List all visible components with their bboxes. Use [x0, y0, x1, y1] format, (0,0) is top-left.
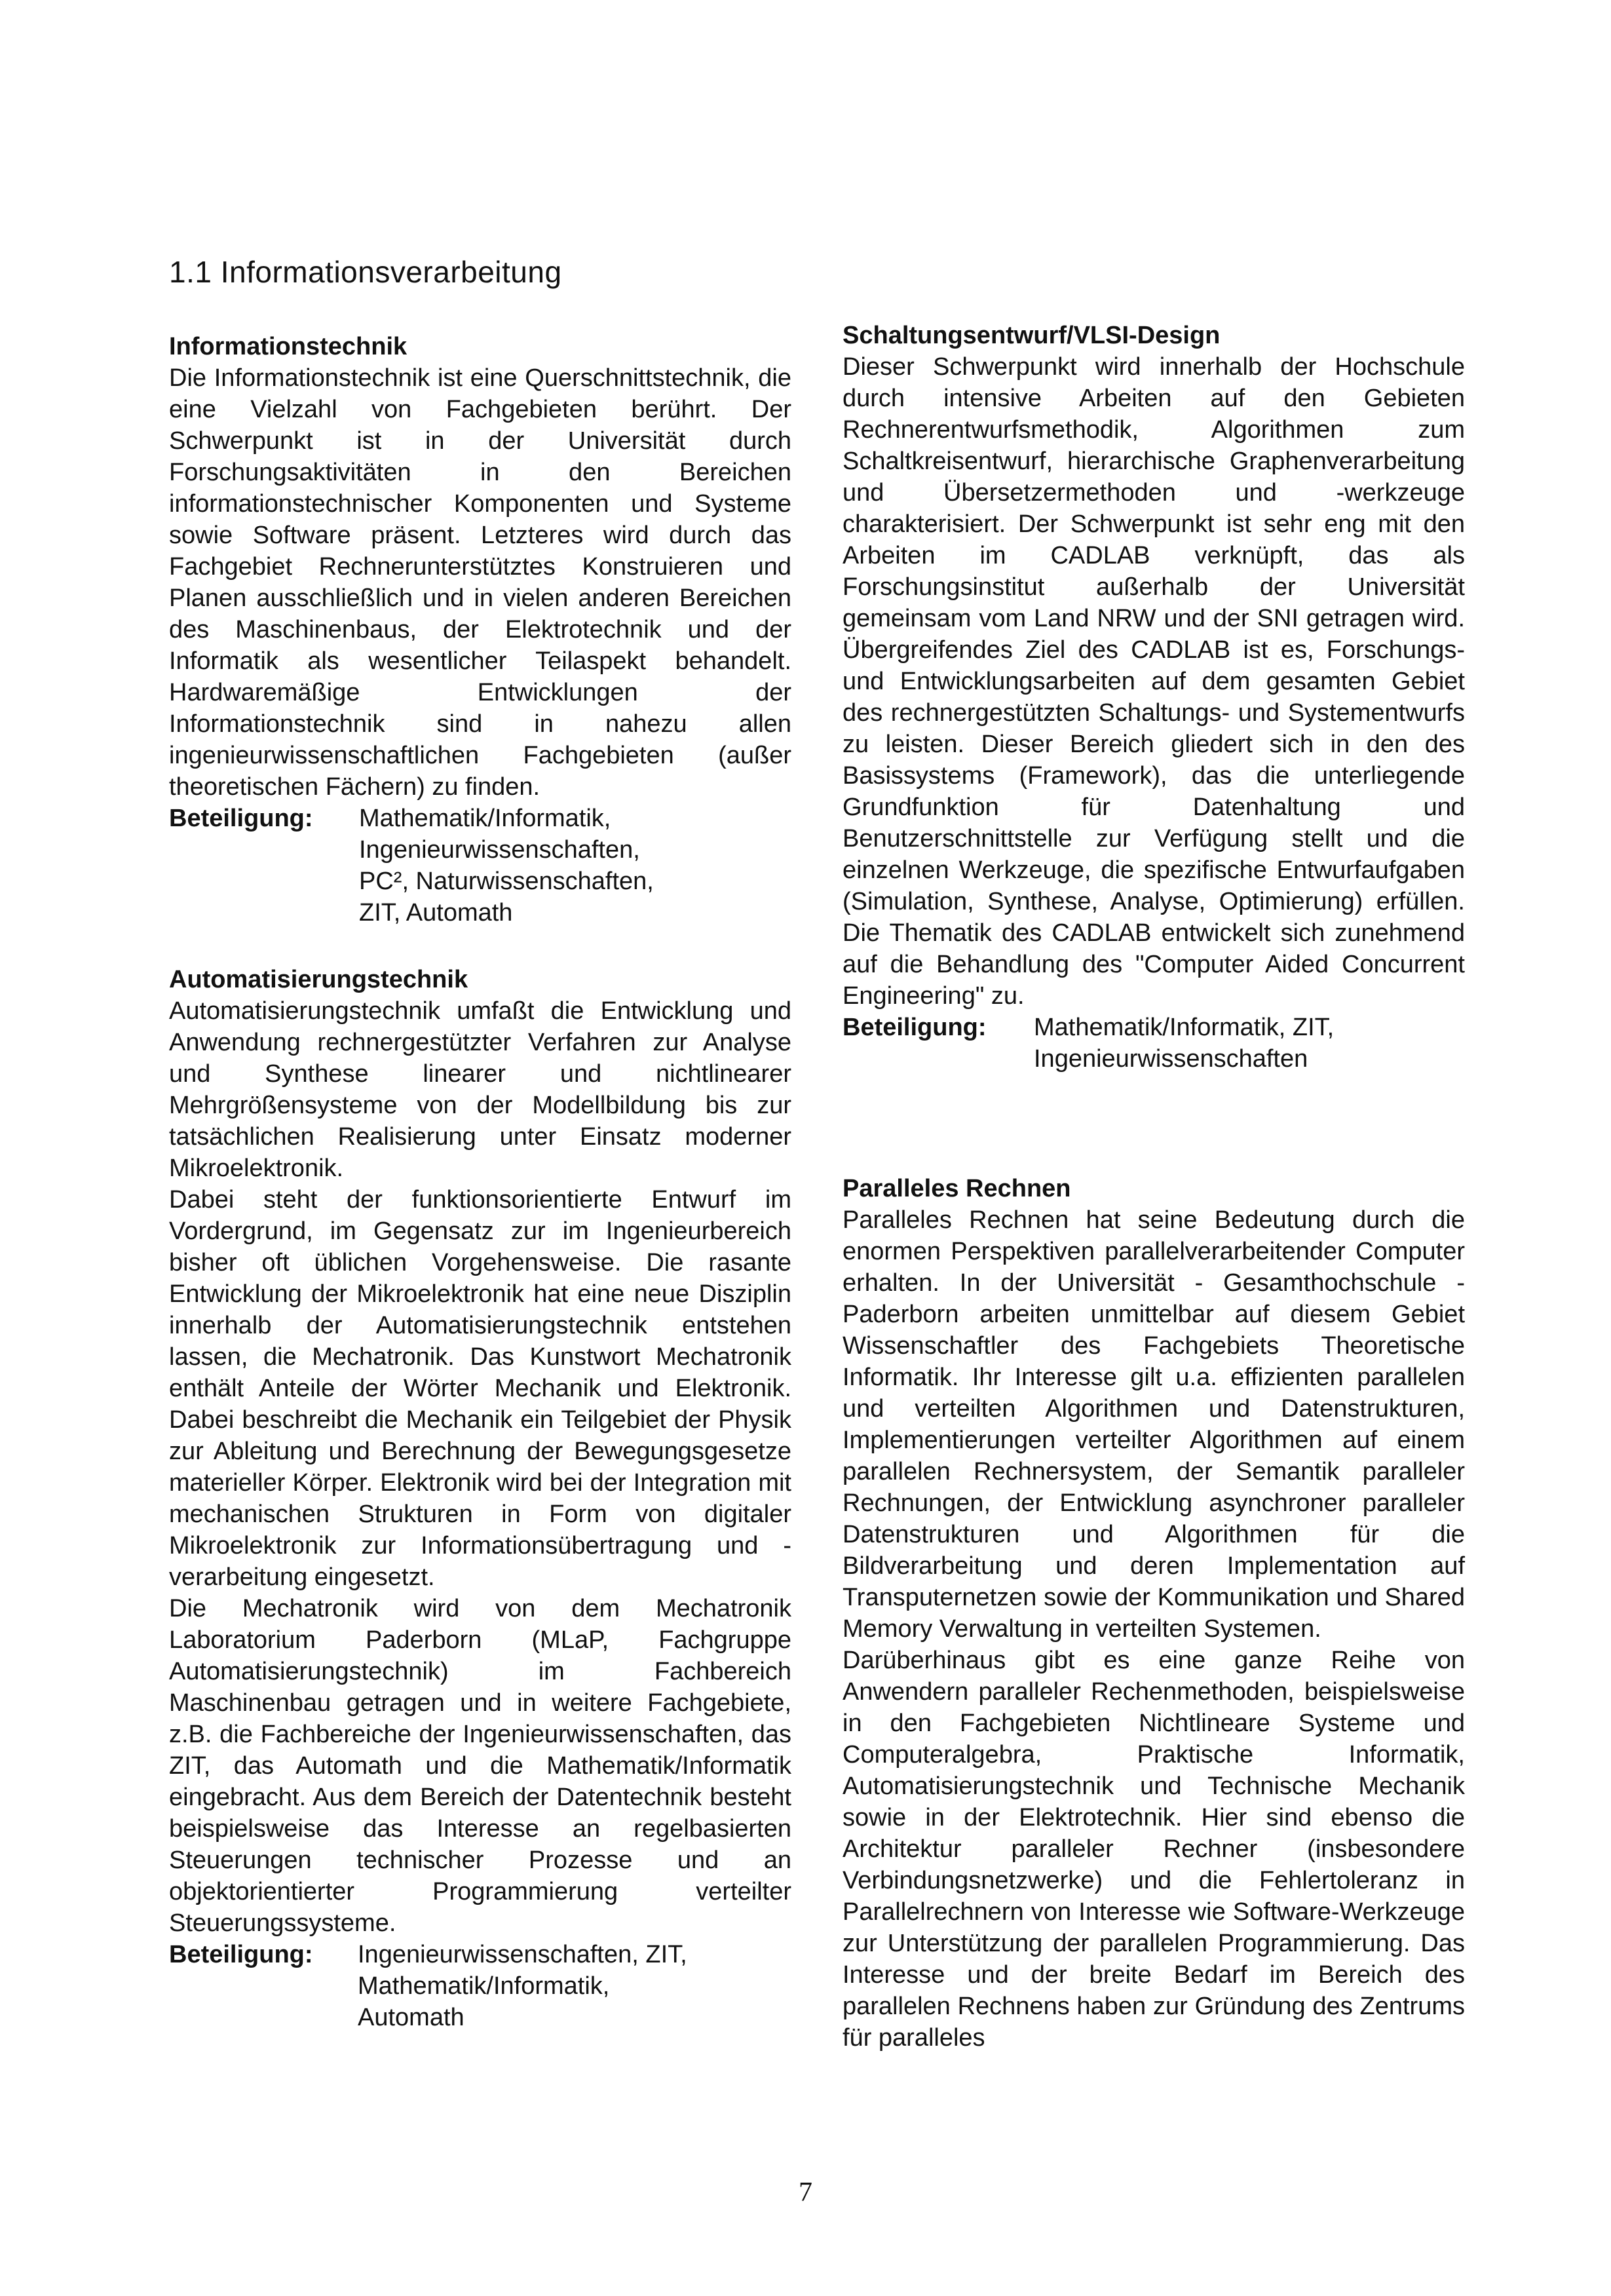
- page-number: 7: [799, 2177, 812, 2208]
- beteiligung-item: Automath: [358, 2004, 464, 2031]
- beteiligung-label: Beteiligung:: [169, 805, 313, 832]
- beteiligung-schaltungsentwurf: [843, 1012, 1465, 1075]
- beteiligung-item: PC², Naturwissenschaften,: [359, 868, 654, 895]
- beteiligung-list: [358, 1939, 687, 2033]
- beteiligung-item: Ingenieurwissenschaften,: [359, 836, 640, 864]
- beteiligung-automatisierungstechnik: [169, 1939, 791, 2033]
- left-column: [169, 331, 791, 2033]
- paragraph: Dabei steht der funktionsorientierte Entwurf im Vordergrund, im Gegensatz zur im Ingenieurbereich bisher oft üblichen Vorgehensweise. Die rasante Entwicklung der Mikroelektronik hat eine neue Disziplin innerhalb der Automatisierungstechnik entstehen lassen, die Mechatronik. Das Kunstwort Mechatronik enthält Anteile der Wörter Mechanik und Elektronik. Dabei beschreibt die Mechanik ein Teilgebiet der Physik zur Ableitung und Berechnung der Bewegungsgesetze materieller Körper. Elektronik wird bei der Integration mit mechanischen Strukturen in Form von digitaler Mikroelektronik zur Informationsübertragung und -verarbeitung eingesetzt.: [169, 1186, 791, 1591]
- beteiligung-item: ZIT, Automath: [359, 899, 513, 927]
- paragraph: Die Informationstechnik ist eine Querschnittstechnik, die eine Vielzahl von Fachgebieten berührt. Der Schwerpunkt ist in der Universität durch Forschungsaktivitäten in den Bereichen informationstechnischer Komponenten und Systeme sowie Software präsent. Letzteres wird durch das Fachgebiet Rechnerunterstütztes Konstruieren und Planen ausschließlich und in vielen anderen Bereichen des Maschinenbaus, der Elektrotechnik und der Informatik als wesentlicher Teilaspekt behandelt. Hardwaremäßige Entwicklungen der Informationstechnik sind in nahezu allen ingenieurwissenschaftlichen Fachgebieten (außer theoretischen Fächern) zu finden.: [169, 364, 791, 801]
- beteiligung-label: Beteiligung:: [843, 1014, 987, 1041]
- heading-informationstechnik: Informationstechnik: [169, 333, 407, 360]
- paragraph: Automatisierungstechnik umfaßt die Entwicklung und Anwendung rechnergestützter Verfahren zur Analyse und Synthese linearer und nichtlinearer Mehrgrößensysteme von der Modellbildung bis zur tatsächlichen Realisierung unter Einsatz moderner Mikroelektronik.: [169, 997, 791, 1182]
- paragraph: Paralleles Rechnen hat seine Bedeutung durch die enormen Perspektiven parallelverarbeitender Computer erhalten. In der Universität - Gesamthochschule - Paderborn arbeiten unmittelbar auf diesem Gebiet Wissenschaftler des Fachgebiets Theoretische Informatik. Ihr Interesse gilt u.a. effizienten parallelen und verteilten Algorithmen und Datenstrukturen, Implementierungen verteilter Algorithmen auf einem parallelen Rechnersystem, der Semantik paralleler Rechnungen, der Entwicklung asynchroner paralleler Datenstrukturen und Algorithmen für die Bildverarbeitung und deren Implementation auf Transputernetzen sowie der Kommunikation und Shared Memory Verwaltung in verteilten Systemen.: [843, 1206, 1465, 1643]
- section-automatisierungstechnik: [169, 964, 791, 2033]
- right-column: [843, 320, 1465, 2054]
- beteiligung-item: Mathematik/Informatik,: [359, 805, 611, 832]
- beteiligung-label: Beteiligung:: [169, 1941, 313, 1968]
- heading-automatisierungstechnik: Automatisierungstechnik: [169, 966, 468, 993]
- beteiligung-informationstechnik: [169, 803, 791, 928]
- heading-paralleles-rechnen: Paralleles Rechnen: [843, 1175, 1071, 1202]
- beteiligung-item: Mathematik/Informatik, ZIT,: [1034, 1014, 1335, 1041]
- section-informationstechnik: [169, 331, 791, 928]
- beteiligung-list: [1034, 1012, 1334, 1075]
- paragraph: Dieser Schwerpunkt wird innerhalb der Hochschule durch intensive Arbeiten auf den Gebieten Rechnerentwurfsmethodik, Algorithmen zum Schaltkreisentwurf, hierarchische Graphenverarbeitung und Übersetzermethoden und -werkzeuge charakterisiert. Der Schwerpunkt ist sehr eng mit den Arbeiten im CADLAB verknüpft, das als Forschungsinstitut außerhalb der Universität gemeinsam vom Land NRW und der SNI getragen wird. Übergreifendes Ziel des CADLAB ist es, Forschungs- und Entwicklungsarbeiten auf dem gesamten Gebiet des rechnergestützten Schaltungs- und Systementwurfs zu leisten. Dieser Bereich gliedert sich in den des Basissystems (Framework), das die unterliegende Grundfunktion für Datenhaltung und Benutzerschnittstelle zur Verfügung stellt und die einzelnen Werkzeuge, die spezifische Entwurfaufgaben (Simulation, Synthese, Analyse, Optimierung) erfüllen. Die Thematik des CADLAB entwickelt sich zunehmend auf die Behandlung des "Computer Aided Concurrent Engineering" zu.: [843, 353, 1465, 1010]
- beteiligung-item: Mathematik/Informatik,: [358, 1972, 610, 2000]
- beteiligung-item: Ingenieurwissenschaften: [1034, 1045, 1308, 1073]
- section-schaltungsentwurf: [843, 320, 1465, 1075]
- beteiligung-list: [359, 803, 654, 928]
- section-title: 1.1 Informationsverarbeitung: [169, 255, 562, 289]
- paragraph: Darüberhinaus gibt es eine ganze Reihe von Anwendern paralleler Rechenmethoden, beispielsweise in den Fachgebieten Nichtlineare Systeme und Computeralgebra, Praktische Informatik, Automatisierungstechnik und Technische Mechanik sowie in der Elektrotechnik. Hier sind ebenso die Architektur paralleler Rechner (insbesondere Verbindungsnetzwerke) und die Fehlertoleranz in Parallelrechnern von Interesse wie Software-Werkzeuge zur Unterstützung der parallelen Programmierung. Das Interesse und der breite Bedarf im Bereich des parallelen Rechnens haben zur Gründung des Zentrums für paralleles: [843, 1647, 1465, 2052]
- section-paralleles-rechnen: [843, 1173, 1465, 2054]
- paragraph: Die Mechatronik wird von dem Mechatronik Laboratorium Paderborn (MLaP, Fachgruppe Automatisierungstechnik) im Fachbereich Maschinenbau getragen und in weitere Fachgebiete, z.B. die Fachbereiche der Ingenieurwissenschaften, das ZIT, das Automath und die Mathematik/Informatik eingebracht. Aus dem Bereich der Datentechnik besteht beispielsweise das Interesse an regelbasierten Steuerungen technischer Prozesse und an objektorientierter Programmierung verteilter Steuerungssysteme.: [169, 1595, 791, 1937]
- beteiligung-item: Ingenieurwissenschaften, ZIT,: [358, 1941, 687, 1968]
- heading-schaltungsentwurf: Schaltungsentwurf/VLSI-Design: [843, 322, 1221, 349]
